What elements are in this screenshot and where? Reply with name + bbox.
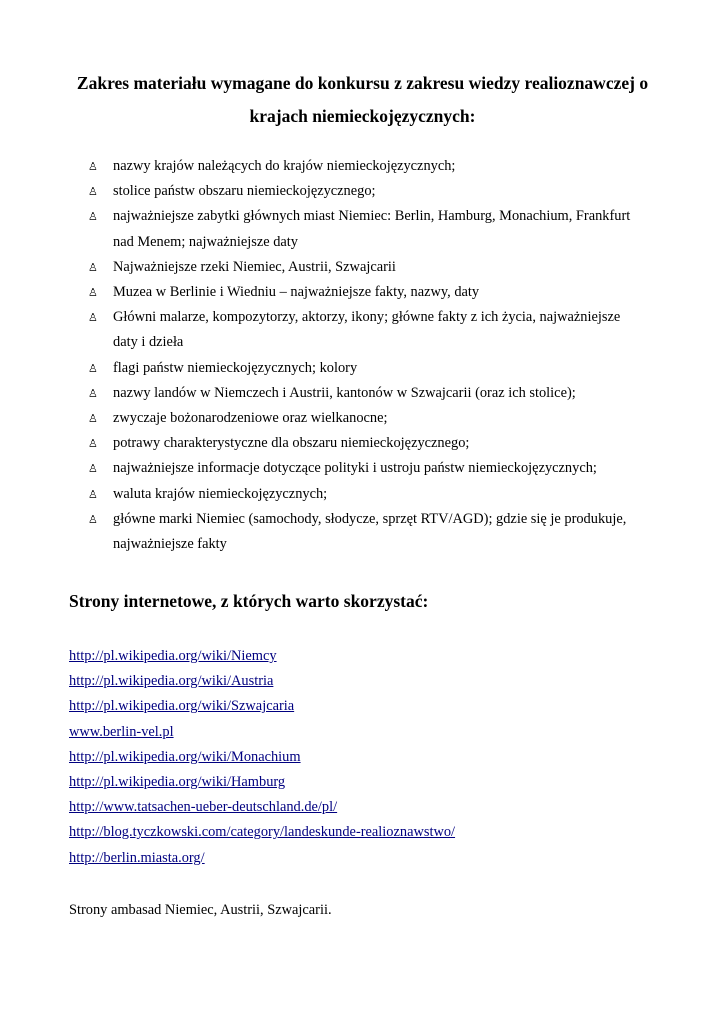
topic-text: Najważniejsze rzeki Niemiec, Austrii, Szwajcarii xyxy=(113,258,396,275)
topic-text: potrawy charakterystyczne dla obszaru niemieckojęzycznego; xyxy=(113,435,470,452)
topic-list-item xyxy=(88,154,648,179)
topic-list-item xyxy=(88,204,648,254)
topic-list-item xyxy=(88,507,648,557)
link-list-item xyxy=(69,820,455,845)
topic-list-item xyxy=(88,305,648,355)
topic-list-item xyxy=(88,280,648,305)
topic-list-item xyxy=(88,406,648,431)
chess-pawn-bullet-icon: ♙ xyxy=(88,386,98,400)
chess-pawn-bullet-icon: ♙ xyxy=(88,512,98,526)
chess-pawn-bullet-icon: ♙ xyxy=(88,286,98,300)
chess-pawn-bullet-icon: ♙ xyxy=(88,210,98,224)
topic-text: nazwy krajów należących do krajów niemieckojęzycznych; xyxy=(113,158,456,174)
topic-text: Główni malarze, kompozytorzy, aktorzy, ikony; główne fakty z ich życia, najważniejsze daty i dzieła xyxy=(113,309,621,351)
chess-pawn-bullet-icon: ♙ xyxy=(88,311,98,325)
topic-text: nazwy landów w Niemczech i Austrii, kantonów w Szwajcarii (oraz ich stolice); xyxy=(113,384,576,401)
web-link[interactable]: http://berlin.miasta.org/ xyxy=(69,849,205,866)
document-title: Zakres materiału wymagane do konkursu z zakresu wiedzy realioznawczej o krajach niemieckojęzycznych: xyxy=(76,73,649,126)
web-link[interactable]: http://pl.wikipedia.org/wiki/Hamburg xyxy=(69,774,286,791)
topic-list xyxy=(88,154,648,557)
chess-pawn-bullet-icon: ♙ xyxy=(88,260,98,274)
chess-pawn-bullet-icon: ♙ xyxy=(88,462,98,476)
chess-pawn-bullet-icon: ♙ xyxy=(88,437,98,451)
web-link[interactable]: http://pl.wikipedia.org/wiki/Monachium xyxy=(69,748,301,765)
chess-pawn-bullet-icon: ♙ xyxy=(88,412,98,426)
topic-text: stolice państw obszaru niemieckojęzycznego; xyxy=(113,183,376,200)
topic-text: waluta krajów niemieckojęzycznych; xyxy=(113,485,328,502)
link-list-item xyxy=(69,795,455,820)
link-list-item xyxy=(69,669,455,694)
link-list-item xyxy=(69,846,455,871)
embassy-note: Strony ambasad Niemiec, Austrii, Szwajcarii. xyxy=(69,902,332,918)
topic-text: Muzea w Berlinie i Wiedniu – najważniejsze fakty, nazwy, daty xyxy=(113,284,480,301)
link-list-item xyxy=(69,770,455,795)
link-list-item xyxy=(69,644,455,669)
topic-list-item xyxy=(88,482,648,507)
topic-list-item xyxy=(88,179,648,204)
chess-pawn-bullet-icon: ♙ xyxy=(88,160,98,173)
topic-list-item xyxy=(88,381,648,406)
topic-text: zwyczaje bożonarodzeniowe oraz wielkanocne; xyxy=(113,410,388,427)
link-list-item xyxy=(69,745,455,770)
topic-text: flagi państw niemieckojęzycznych; kolory xyxy=(113,359,358,376)
link-list-item xyxy=(69,720,455,745)
websites-heading: Strony internetowe, z których warto skorzystać: xyxy=(69,591,429,611)
topic-list-item xyxy=(88,356,648,381)
topic-list-item xyxy=(88,255,648,280)
link-list-item xyxy=(69,694,455,719)
topic-list-item xyxy=(88,456,648,481)
topic-text: główne marki Niemiec (samochody, słodycze, sprzęt RTV/AGD); gdzie się je produkuje, najważniejsze fakty xyxy=(113,510,627,553)
link-list xyxy=(69,644,455,871)
web-link[interactable]: http://www.tatsachen-ueber-deutschland.de/pl/ xyxy=(69,799,338,816)
web-link[interactable]: http://pl.wikipedia.org/wiki/Niemcy xyxy=(69,648,277,664)
topic-list-item xyxy=(88,431,648,456)
chess-pawn-bullet-icon: ♙ xyxy=(88,361,98,375)
chess-pawn-bullet-icon: ♙ xyxy=(88,487,98,501)
web-link[interactable]: http://blog.tyczkowski.com/category/landeskunde-realioznawstwo/ xyxy=(69,824,456,841)
web-link[interactable]: http://pl.wikipedia.org/wiki/Szwajcaria xyxy=(69,698,295,715)
topic-text: najważniejsze zabytki głównych miast Niemiec: Berlin, Hamburg, Monachium, Frankfurt nad Menem; najważniejsze daty xyxy=(113,208,631,250)
web-link[interactable]: www.berlin-vel.pl xyxy=(69,723,174,740)
chess-pawn-bullet-icon: ♙ xyxy=(88,185,98,199)
web-link[interactable]: http://pl.wikipedia.org/wiki/Austria xyxy=(69,673,274,690)
topic-text: najważniejsze informacje dotyczące polityki i ustroju państw niemieckojęzycznych; xyxy=(113,460,597,477)
